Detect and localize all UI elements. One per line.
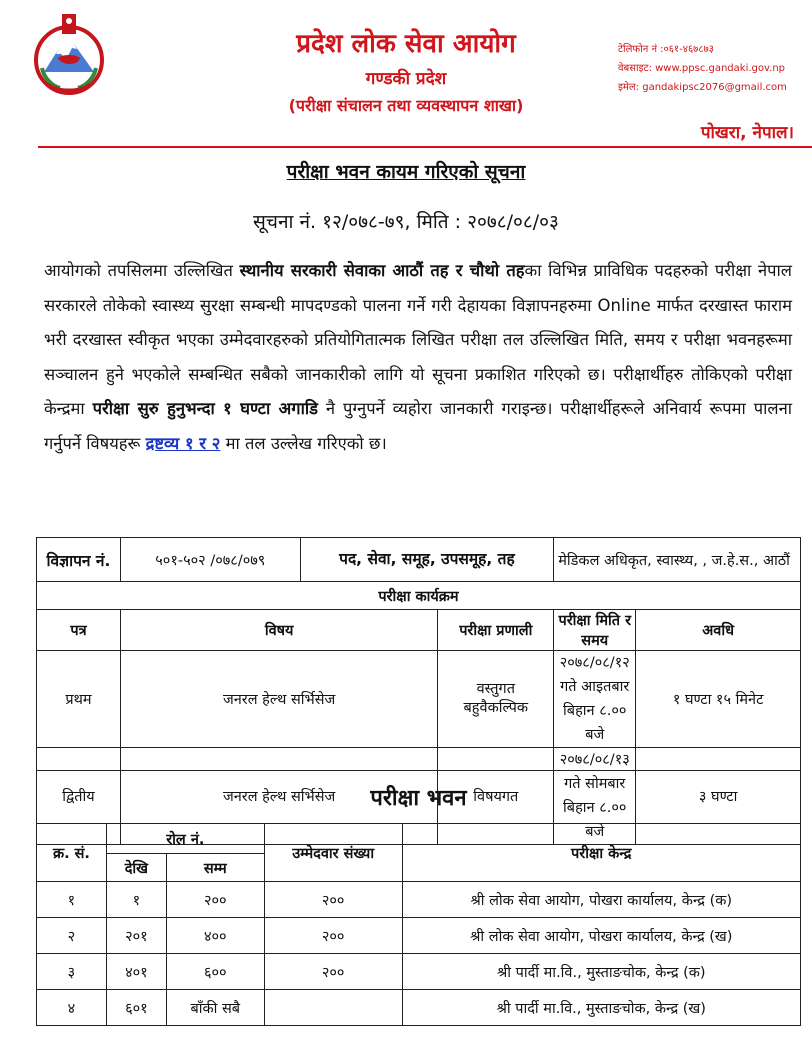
centre-cell: श्री पार्दी मा.वि., मुस्ताङचोक, केन्द्र (ख) <box>402 990 800 1026</box>
count-cell <box>264 990 402 1026</box>
subject-cell: जनरल हेल्थ सर्भिसेज <box>120 651 437 748</box>
col-roll-to: सम्म <box>166 854 264 882</box>
notice-number: सूचना नं. १२/०७८-७९, मिति : २०७८/०८/०३ <box>253 211 559 233</box>
col-centre: परीक्षा केन्द्र <box>402 824 800 882</box>
system-cell: वस्तुगत बहुवैकल्पिक <box>438 651 554 748</box>
serial-cell: २ <box>37 918 107 954</box>
post-label: पद, सेवा, समूह, उपसमूह, तह <box>300 538 554 582</box>
serial-cell: १ <box>37 882 107 918</box>
date-text: २०७८/०८/१२ गते आइतबार <box>559 655 630 695</box>
roll-from-cell: ६०१ <box>106 990 166 1026</box>
exam-centre-title: परीक्षा भवन <box>37 771 801 824</box>
count-cell: २०० <box>264 918 402 954</box>
table-row <box>37 882 801 918</box>
exam-centre-table <box>36 770 801 1026</box>
table-row <box>37 918 801 954</box>
contact-info <box>618 40 787 97</box>
time-text: बिहान ८.०० बजे <box>563 703 627 743</box>
serial-cell: ३ <box>37 954 107 990</box>
notice-paragraph <box>44 254 792 461</box>
col-paper: पत्र <box>37 610 121 651</box>
col-duration: अवधि <box>636 610 801 651</box>
header-divider <box>38 146 812 148</box>
count-cell: २०० <box>264 882 402 918</box>
col-subject: विषय <box>120 610 437 651</box>
roll-to-cell: २०० <box>166 882 264 918</box>
table-row <box>37 990 801 1026</box>
time-text: बिहान ८.०० बजे <box>563 800 627 840</box>
para-text-3: नै पुग्नुपर्ने व्यहोरा जानकारी गराइन्छ। परीक्षार्थीहरूले अनिवार्य रूपमा पालना गर्नुपर्ने विषयहरू <box>44 399 793 453</box>
col-datetime: परीक्षा मिति र समय <box>554 610 636 651</box>
roll-to-cell: बाँकी सबै <box>166 990 264 1026</box>
duration-cell: १ घण्टा १५ मिनेट <box>636 651 801 748</box>
centre-cell: श्री लोक सेवा आयोग, पोखरा कार्यालय, केन्द्र (ख) <box>402 918 800 954</box>
organization-title: प्रदेश लोक सेवा आयोग <box>296 29 516 59</box>
roll-from-cell: १ <box>106 882 166 918</box>
post-value: मेडिकल अधिकृत, स्वास्थ्य, , ज.हे.स., आठौं <box>554 538 801 582</box>
para-bold-2: परीक्षा सुरु हुनुभन्दा १ घण्टा अगाडि <box>92 399 318 418</box>
para-text-2: का विभिन्न प्राविधिक पदहरुको परीक्षा नेपाल सरकारले तोकेको स्वास्थ्य सुरक्षा सम्बन्धी मापदण्डको पालना गर्ने गरी देहायका विज्ञापनहरुमा Online मार्फत दरखास्त फाराम भरी दरखास्त स्वीकृत भएका उम्मेदवारहरुको प्रतियोगितात्मक लिखित परीक्षा तल उल्लिखित मिति, समय र परीक्षा भवनहरूमा सञ्चालन हुने भएकोले सम्बन्धित सबैको जानकारीको लागि यो सूचना प्रकाशित गरिएको छ। परीक्षार्थीहरु तोकिएको परीक्षा केन्द्रमा <box>44 261 792 418</box>
col-serial: क्र. सं. <box>37 824 107 882</box>
count-cell: २०० <box>264 954 402 990</box>
centre-cell: श्री लोक सेवा आयोग, पोखरा कार्यालय, केन्द्र (क) <box>402 882 800 918</box>
location-text: पोखरा, नेपाल। <box>700 123 794 143</box>
organization-subtitle: गण्डकी प्रदेश <box>365 69 447 89</box>
para-bold-1: स्थानीय सरकारी सेवाका आठौं तह र चौथो तह <box>239 261 525 280</box>
col-roll-from: देखि <box>106 854 166 882</box>
duration-cell: ३ घण्टा <box>636 748 801 845</box>
col-roll: रोल नं. <box>106 824 264 854</box>
advertisement-value: ५०१-५०२ /०७८/०७९ <box>120 538 300 582</box>
email-text: इमेल: gandakipsc2076@gmail.com <box>618 82 787 93</box>
phone-text: टेलिफोन नं :०६१-४६७८७३ <box>618 44 714 55</box>
branch-name: (परीक्षा संचालन तथा व्यवस्थापन शाखा) <box>288 96 524 115</box>
advertisement-label: विज्ञापन नं. <box>37 538 121 582</box>
paper-cell: प्रथम <box>37 651 121 748</box>
roll-from-cell: ४०१ <box>106 954 166 990</box>
table-row <box>37 954 801 990</box>
centre-cell: श्री पार्दी मा.वि., मुस्ताङचोक, केन्द्र (क) <box>402 954 800 990</box>
para-text-1: आयोगको तपसिलमा उल्लिखित <box>44 261 240 280</box>
system-cell: विषयगत <box>438 748 554 845</box>
table-row <box>37 651 801 748</box>
col-system: परीक्षा प्रणाली <box>438 610 554 651</box>
serial-cell: ४ <box>37 990 107 1026</box>
website-text: वेबसाइट: www.ppsc.gandaki.gov.np <box>618 63 786 74</box>
col-candidate-count: उम्मेदवार संख्या <box>264 824 402 882</box>
para-text-4: मा तल उल्लेख गरिएको छ। <box>220 433 387 453</box>
paper-cell: द्वितीय <box>37 748 121 845</box>
date-text: २०७८/०८/१३ गते सोमबार <box>559 752 630 792</box>
roll-to-cell: ६०० <box>166 954 264 990</box>
program-title: परीक्षा कार्यक्रम <box>37 582 801 610</box>
roll-from-cell: २०१ <box>106 918 166 954</box>
subject-cell: जनरल हेल्थ सर्भिसेज <box>120 748 437 845</box>
datetime-cell <box>554 651 636 748</box>
notice-title: परीक्षा भवन कायम गरिएको सूचना <box>286 161 526 183</box>
roll-to-cell: ४०० <box>166 918 264 954</box>
schedule-header-row <box>37 610 801 651</box>
note-reference-link[interactable]: द्रष्टव्य १ र २ <box>145 433 221 453</box>
